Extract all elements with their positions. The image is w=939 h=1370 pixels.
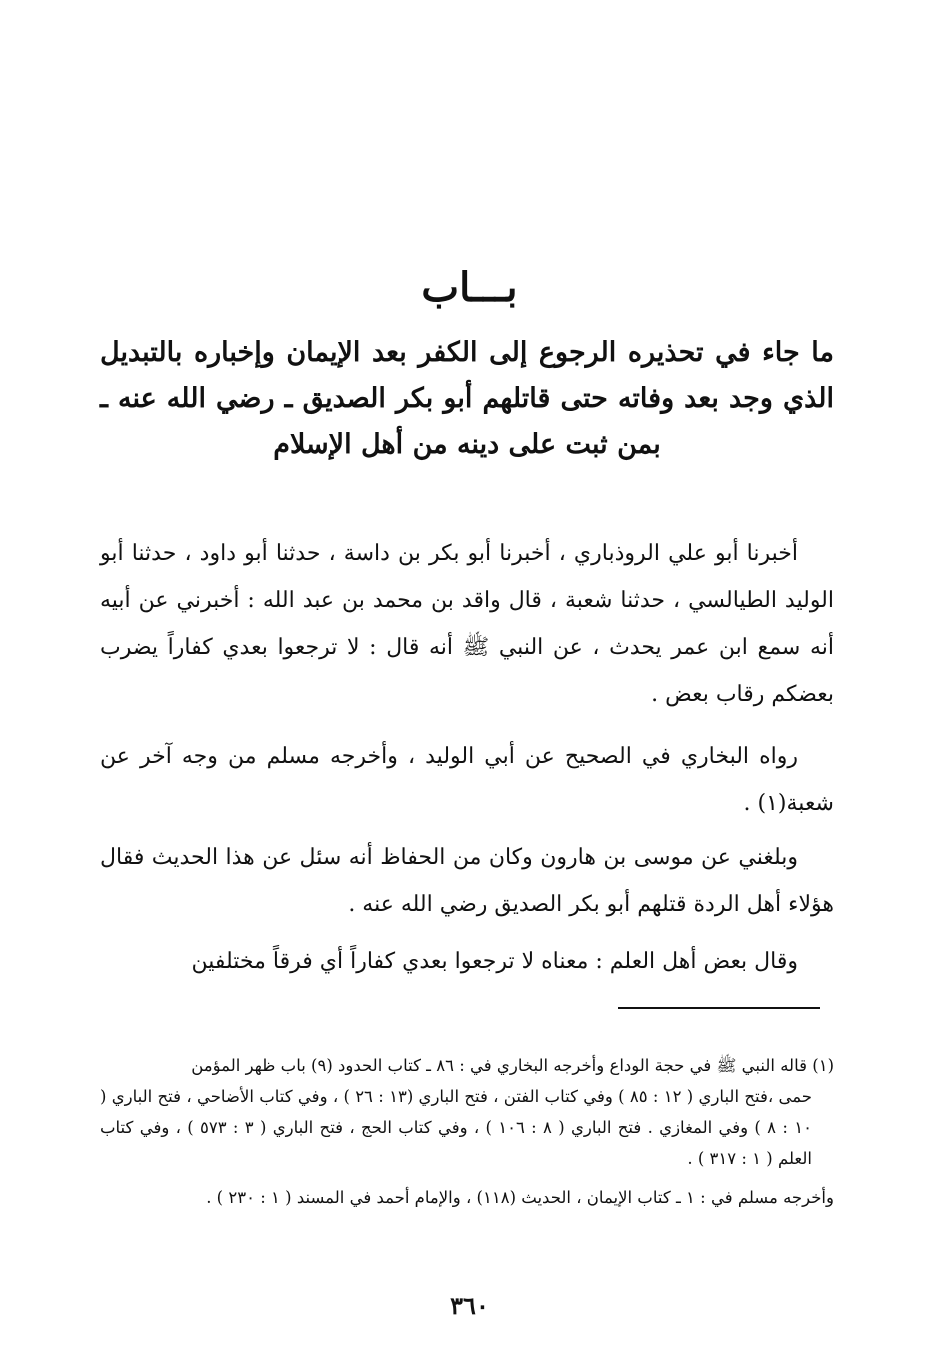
body-paragraph-2: رواه البخاري في الصحيح عن أبي الوليد ، وأخرجه مسلم من وجه آخر عن شعبة(١) . — [100, 744, 834, 816]
footnote-1-continuation: حمى ،فتح الباري ( ١٢ : ٨٥ ) وفي كتاب الفتن ، فتح الباري (١٣ : ٢٦ ) ، وفي كتاب الأضاحي ، فتح الباري ( ١٠ : ٨ ) وفي المغازي . فتح الباري ( ٨ : ١٠٦ ) ، وفي كتاب الحج ، فتح الباري ( ٣ : ٥٧٣ ) ، وفي كتاب العلم ( ١ : ٣١٧ ) . — [100, 1087, 812, 1168]
footnote-1-first-line: (١) قاله النبي ﷺ في حجة الوداع وأخرجه البخاري في : ٨٦ ـ كتاب الحدود (٩) باب ظهر المؤمن — [191, 1056, 834, 1075]
chapter-title: ما جاء في تحذيره الرجوع إلى الكفر بعد الإيمان وإخباره بالتبديل الذي وجد بعد وفاته حتى قاتلهم أبو بكر الصديق ـ رضي الله عنه ـ بمن ثبت على دينه من أهل الإسلام — [100, 337, 834, 460]
footnote-1 — [100, 1050, 834, 1174]
footnote-2: وأخرجه مسلم في : ١ ـ كتاب الإيمان ، الحديث (١١٨) ، والإمام أحمد في المسند ( ١ : ٢٣٠ ) . — [206, 1188, 834, 1207]
body-paragraph-4: وقال بعض أهل العلم : معناه لا ترجعوا بعدي كفاراً أي فرقاً مختلفين — [191, 949, 798, 974]
footnote-divider — [618, 1007, 820, 1009]
footnotes — [100, 1050, 834, 1221]
body-paragraph-1: أخبرنا أبو علي الروذباري ، أخبرنا أبو بكر بن داسة ، حدثنا أبو داود ، حدثنا أبو الوليد الطيالسي ، حدثنا شعبة ، قال واقد بن محمد بن عبد الله : أخبرني عن أبيه أنه سمع ابن عمر يحدث ، عن النبي ﷺ أنه قال : لا ترجعوا بعدي كفاراً يضرب بعضكم رقاب بعض . — [100, 541, 834, 707]
page-number: ٣٦٠ — [450, 1291, 489, 1320]
body-paragraph-3: وبلغني عن موسى بن هارون وكان من الحفاظ أنه سئل عن هذا الحديث فقال هؤلاء أهل الردة قتلهم أبو بكر الصديق رضي الله عنه . — [100, 845, 834, 917]
chapter-label: بـــاب — [421, 264, 518, 311]
